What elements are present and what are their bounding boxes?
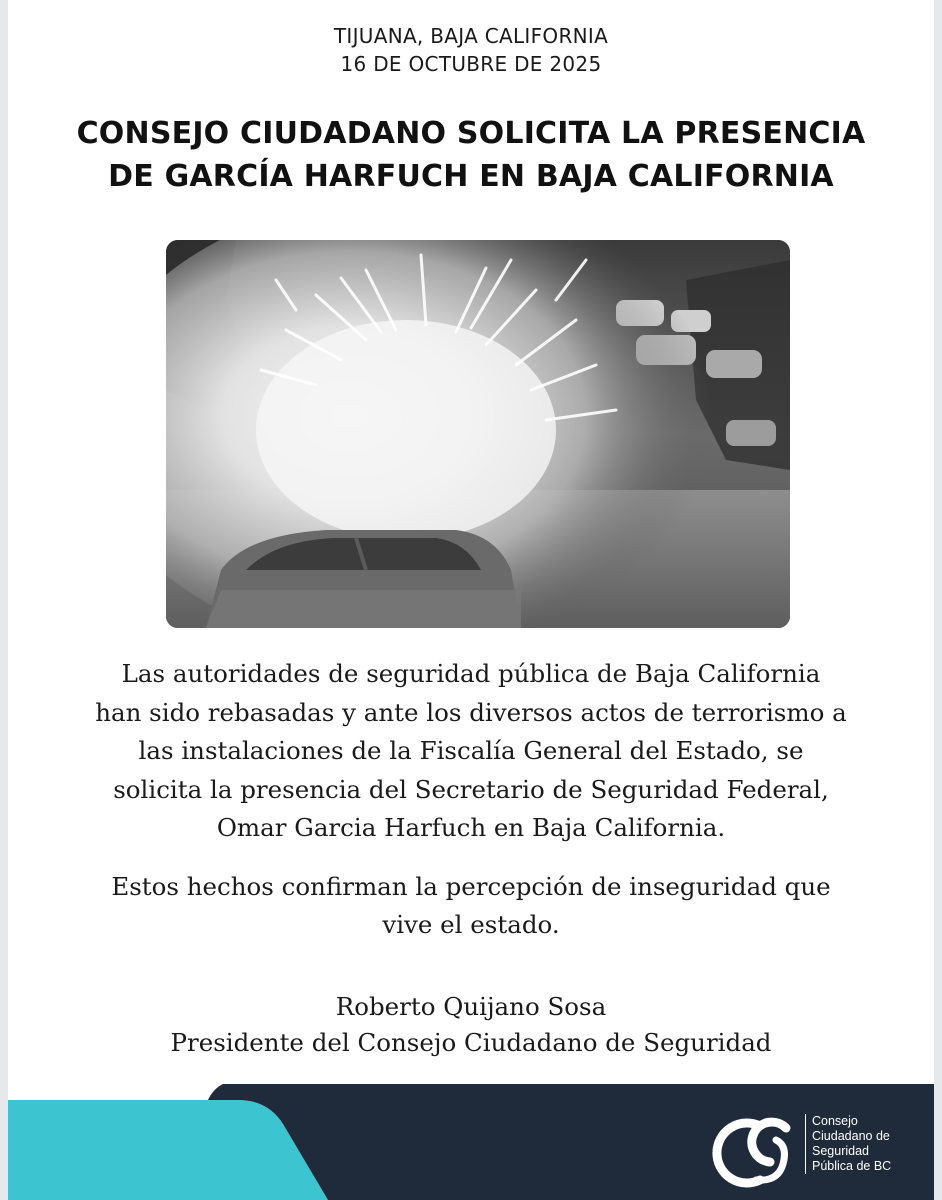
body-paragraph-2-line-2: vive el estado. — [382, 910, 560, 939]
headline-line-1: CONSEJO CIUDADANO SOLICITA LA PRESENCIA — [76, 116, 866, 151]
signature-title: Presidente del Consejo Ciudadano de Seguridad — [170, 1028, 772, 1057]
dateline-location: TIJUANA, BAJA CALIFORNIA — [333, 24, 609, 48]
press-release-page — [8, 0, 934, 1200]
signature-name: Roberto Quijano Sosa — [335, 992, 607, 1021]
logo-wordmark — [805, 1114, 891, 1174]
headline — [8, 112, 934, 198]
body-paragraph-1-line-3: las instalaciones de la Fiscalía General del Estado, se — [138, 736, 804, 765]
body-text — [48, 655, 894, 945]
body-paragraph-2-line-1: Estos hechos confirman la percepción de inseguridad que — [111, 871, 831, 901]
body-paragraph-1-line-5: Omar Garcia Harfuch en Baja California. — [216, 813, 726, 842]
dateline-date: 16 DE OCTUBRE DE 2025 — [340, 52, 602, 76]
logo-line-2: Ciudadano de — [812, 1129, 890, 1143]
footer-band — [8, 1084, 934, 1200]
body-paragraph-2 — [48, 868, 894, 945]
body-paragraph-1-line-2: han sido rebasadas y ante los diversos actos de terrorismo a — [95, 697, 847, 727]
body-paragraph-1-line-4: solicita la presencia del Secretario de Seguridad Federal, — [113, 774, 829, 804]
body-paragraph-1-line-1: Las autoridades de seguridad pública de Baja California — [121, 659, 821, 688]
headline-line-2: DE GARCÍA HARFUCH EN BAJA CALIFORNIA — [108, 159, 834, 194]
signature-block — [48, 989, 894, 1061]
logo-line-4: Pública de BC — [812, 1159, 892, 1173]
dateline — [8, 22, 934, 78]
explosion-photo — [166, 240, 790, 628]
body-paragraph-1 — [48, 655, 894, 848]
logo-line-1: Consejo — [812, 1114, 858, 1128]
explosion-photo-image — [166, 240, 790, 628]
logo-line-3: Seguridad — [812, 1144, 869, 1158]
